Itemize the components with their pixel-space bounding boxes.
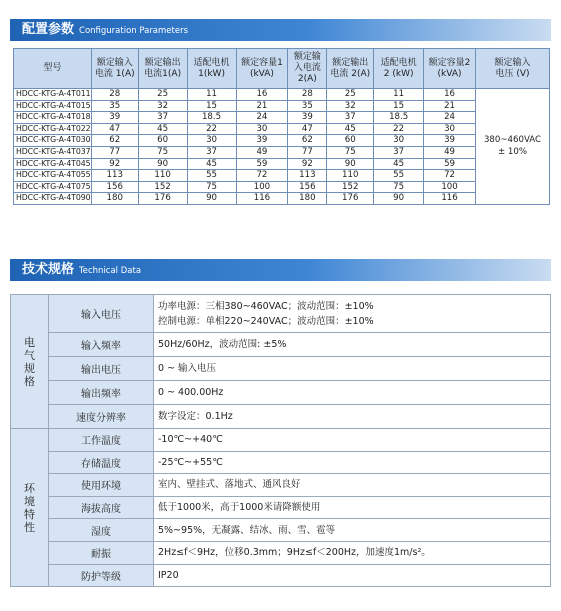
value-cell: 32: [327, 100, 374, 112]
param-value: [154, 496, 551, 519]
value-cell: 100: [424, 181, 476, 193]
tech-row: [11, 496, 551, 519]
param-label: 输出电压: [49, 357, 154, 381]
config-header-cell: [187, 49, 236, 89]
param-value-line: 0 ~ 输入电压: [158, 363, 217, 374]
category-char: 特: [24, 507, 35, 521]
value-cell: 100: [236, 181, 288, 193]
value-cell: 37: [374, 146, 424, 158]
param-value-line: 低于1000米，高于1000米请降额使用: [158, 502, 321, 514]
config-header-line: 适配电机: [193, 57, 230, 68]
tech-section-header: [10, 259, 551, 281]
tech-title-en: Technical Data: [79, 266, 142, 276]
value-cell: 180: [91, 193, 138, 205]
category-char: 性: [24, 520, 35, 534]
value-cell: 30: [236, 123, 288, 135]
config-header-row: [14, 49, 550, 89]
config-header-cell: [138, 49, 187, 89]
config-row: [14, 181, 550, 193]
param-value-line: 5%~95%，无凝露、结冰、雨、雪、雹等: [158, 524, 336, 536]
model-cell: HDCC-KTG-A-4T022: [14, 123, 92, 135]
config-header-line: 电流1(A): [144, 68, 182, 79]
config-header-line: 额定输入: [96, 57, 133, 68]
value-cell: 35: [288, 100, 327, 112]
param-value-line: IP20: [158, 569, 179, 581]
value-cell: 60: [138, 135, 187, 147]
value-cell: 75: [374, 181, 424, 193]
value-cell: 90: [187, 193, 236, 205]
value-cell: 156: [91, 181, 138, 193]
param-label: 输出频率: [49, 381, 154, 405]
param-label: 速度分辨率: [49, 405, 154, 429]
tech-body: [11, 295, 551, 587]
value-cell: 176: [138, 193, 187, 205]
value-cell: 32: [138, 100, 187, 112]
tech-row: [11, 564, 551, 587]
category-char: 境: [24, 494, 35, 508]
value-cell: 25: [327, 89, 374, 101]
category-label: [11, 429, 49, 587]
param-value: [154, 519, 551, 542]
value-cell: 113: [91, 170, 138, 182]
config-table: [13, 48, 550, 205]
value-cell: 21: [424, 100, 476, 112]
model-cell: HDCC-KTG-A-4T011: [14, 89, 92, 101]
value-cell: 156: [288, 181, 327, 193]
param-value: [154, 357, 551, 381]
value-cell: 21: [236, 100, 288, 112]
model-cell: HDCC-KTG-A-4T030: [14, 135, 92, 147]
value-cell: 45: [187, 158, 236, 170]
param-value-line: 2Hz≤f＜9Hz，位移0.3mm；9Hz≤f＜200Hz，加速度1m/s²。: [158, 547, 431, 559]
value-cell: 49: [424, 146, 476, 158]
value-cell: 77: [288, 146, 327, 158]
value-cell: 35: [91, 100, 138, 112]
config-header-line: 额定输出: [144, 57, 181, 68]
param-value: [154, 451, 551, 474]
category-char: 格: [24, 374, 35, 388]
tech-row: [11, 295, 551, 333]
value-cell: 47: [91, 123, 138, 135]
voltage-line: 380~460VAC: [483, 135, 542, 146]
config-header-line: 型号: [43, 63, 62, 73]
value-cell: 59: [424, 158, 476, 170]
tech-row: [11, 541, 551, 564]
param-label: 防护等级: [49, 564, 154, 587]
category-char: 环: [24, 481, 35, 495]
config-row: [14, 170, 550, 182]
value-cell: 45: [374, 158, 424, 170]
value-cell: 55: [187, 170, 236, 182]
config-row: [14, 158, 550, 170]
model-cell: HDCC-KTG-A-4T045: [14, 158, 92, 170]
model-cell: HDCC-KTG-A-4T018: [14, 112, 92, 124]
tech-row: [11, 429, 551, 452]
param-label: 耐振: [49, 541, 154, 564]
param-label: 工作温度: [49, 429, 154, 452]
value-cell: 30: [187, 135, 236, 147]
value-cell: 28: [91, 89, 138, 101]
value-cell: 116: [236, 193, 288, 205]
config-row: [14, 112, 550, 124]
param-value: [154, 541, 551, 564]
model-cell: HDCC-KTG-A-4T075: [14, 181, 92, 193]
config-header-cell: [14, 49, 92, 89]
config-header-cell: [475, 49, 549, 89]
value-cell: 55: [374, 170, 424, 182]
tech-row: [11, 519, 551, 542]
value-cell: 47: [288, 123, 327, 135]
param-value: [154, 333, 551, 357]
config-header-line: 2(A): [297, 74, 317, 84]
value-cell: 11: [187, 89, 236, 101]
value-cell: 15: [374, 100, 424, 112]
config-header-cell: [288, 49, 327, 89]
config-header-line: 额定输入: [494, 57, 531, 68]
param-value: [154, 381, 551, 405]
value-cell: 39: [236, 135, 288, 147]
category-char: 规: [24, 361, 35, 375]
config-header-cell: [424, 49, 476, 89]
tech-row: [11, 333, 551, 357]
value-cell: 16: [424, 89, 476, 101]
tech-row: [11, 381, 551, 405]
value-cell: 116: [424, 193, 476, 205]
param-value-line: 0 ~ 400.00Hz: [158, 387, 224, 398]
config-header-line: 电流 1(A): [94, 68, 135, 79]
config-header-line: 额定容量1: [241, 57, 283, 68]
value-cell: 113: [288, 170, 327, 182]
param-label: 输入电压: [49, 295, 154, 333]
value-cell: 15: [187, 100, 236, 112]
value-cell: 180: [288, 193, 327, 205]
config-header-line: 2 (kW): [383, 68, 414, 79]
param-value-line: 50Hz/60Hz，波动范围: ±5%: [158, 339, 287, 350]
param-label: 湿度: [49, 519, 154, 542]
config-row: [14, 135, 550, 147]
value-cell: 39: [91, 112, 138, 124]
param-value: [154, 474, 551, 497]
value-cell: 30: [374, 135, 424, 147]
value-cell: 92: [91, 158, 138, 170]
tech-row: [11, 405, 551, 429]
value-cell: 37: [327, 112, 374, 124]
param-label: 输入频率: [49, 333, 154, 357]
config-header-line: 适配电机: [380, 57, 417, 68]
config-header-line: (kVA): [249, 68, 274, 79]
config-title-zh: 配置参数: [22, 22, 75, 37]
category-char: 电: [24, 335, 35, 349]
value-cell: 25: [138, 89, 187, 101]
param-value: [154, 405, 551, 429]
voltage-tolerance: ± 10%: [497, 147, 528, 158]
tech-row: [11, 474, 551, 497]
value-cell: 45: [138, 123, 187, 135]
param-value-line: 室内、壁挂式、落地式、通风良好: [158, 479, 301, 491]
value-cell: 75: [138, 146, 187, 158]
config-header-cell: [91, 49, 138, 89]
config-header-line: 入电流: [293, 63, 321, 73]
value-cell: 18.5: [187, 112, 236, 124]
value-cell: 72: [424, 170, 476, 182]
config-row: [14, 89, 550, 101]
value-cell: 45: [327, 123, 374, 135]
param-value-line: -25℃~+55℃: [158, 456, 223, 468]
tech-title-zh: 技术规格: [22, 262, 75, 277]
value-cell: 90: [327, 158, 374, 170]
value-cell: 49: [236, 146, 288, 158]
value-cell: 90: [138, 158, 187, 170]
config-header-cell: [374, 49, 424, 89]
config-header-line: 额定容量2: [428, 57, 471, 68]
value-cell: 62: [288, 135, 327, 147]
config-header-line: 1(kW): [198, 68, 225, 79]
value-cell: 22: [187, 123, 236, 135]
config-title-en: Configuration Parameters: [79, 26, 189, 36]
value-cell: 59: [236, 158, 288, 170]
value-cell: 22: [374, 123, 424, 135]
value-cell: 18.5: [374, 112, 424, 124]
value-cell: 110: [327, 170, 374, 182]
value-cell: 24: [236, 112, 288, 124]
value-cell: 28: [288, 89, 327, 101]
value-cell: 176: [327, 193, 374, 205]
config-header-cell: [236, 49, 288, 89]
config-header-line: (kVA): [437, 68, 462, 79]
value-cell: 39: [424, 135, 476, 147]
param-value: [154, 429, 551, 452]
param-value: [154, 295, 551, 333]
config-row: [14, 146, 550, 158]
value-cell: 110: [138, 170, 187, 182]
config-row: [14, 193, 550, 205]
config-section-header: [10, 19, 551, 41]
param-label: 海拔高度: [49, 496, 154, 519]
param-value-line: 功率电源：三相380~460VAC；波动范围：±10%: [158, 300, 374, 312]
value-cell: 11: [374, 89, 424, 101]
config-row: [14, 123, 550, 135]
category-char: 气: [24, 348, 35, 362]
config-header-line: 额定输出: [332, 57, 369, 68]
model-cell: HDCC-KTG-A-4T037: [14, 146, 92, 158]
value-cell: 90: [374, 193, 424, 205]
category-label: [11, 295, 49, 429]
tech-table: [10, 294, 551, 587]
value-cell: 60: [327, 135, 374, 147]
model-cell: HDCC-KTG-A-4T055: [14, 170, 92, 182]
value-cell: 16: [236, 89, 288, 101]
value-cell: 37: [187, 146, 236, 158]
config-header-line: 额定输: [293, 52, 321, 62]
value-cell: 77: [91, 146, 138, 158]
param-value: [154, 564, 551, 587]
value-cell: 92: [288, 158, 327, 170]
config-row: [14, 100, 550, 112]
param-value-line: 数字设定：0.1Hz: [158, 411, 233, 422]
value-cell: 152: [327, 181, 374, 193]
tech-row: [11, 451, 551, 474]
tech-row: [11, 357, 551, 381]
value-cell: 62: [91, 135, 138, 147]
value-cell: 72: [236, 170, 288, 182]
param-value-line: -10℃~+40℃: [158, 434, 223, 446]
value-cell: 37: [138, 112, 187, 124]
config-body: [14, 89, 550, 205]
config-header-cell: [327, 49, 374, 89]
value-cell: 75: [187, 181, 236, 193]
param-value-line: 控制电源：单相220~240VAC；波动范围：±10%: [158, 315, 374, 327]
param-label: 使用环境: [49, 474, 154, 497]
rated-voltage-cell: [475, 89, 549, 205]
value-cell: 152: [138, 181, 187, 193]
value-cell: 75: [327, 146, 374, 158]
config-header-line: 电流 2(A): [330, 68, 371, 79]
model-cell: HDCC-KTG-A-4T015: [14, 100, 92, 112]
config-header-line: 电压 (V): [495, 68, 530, 79]
param-label: 存储温度: [49, 451, 154, 474]
value-cell: 30: [424, 123, 476, 135]
value-cell: 39: [288, 112, 327, 124]
model-cell: HDCC-KTG-A-4T090: [14, 193, 92, 205]
value-cell: 24: [424, 112, 476, 124]
